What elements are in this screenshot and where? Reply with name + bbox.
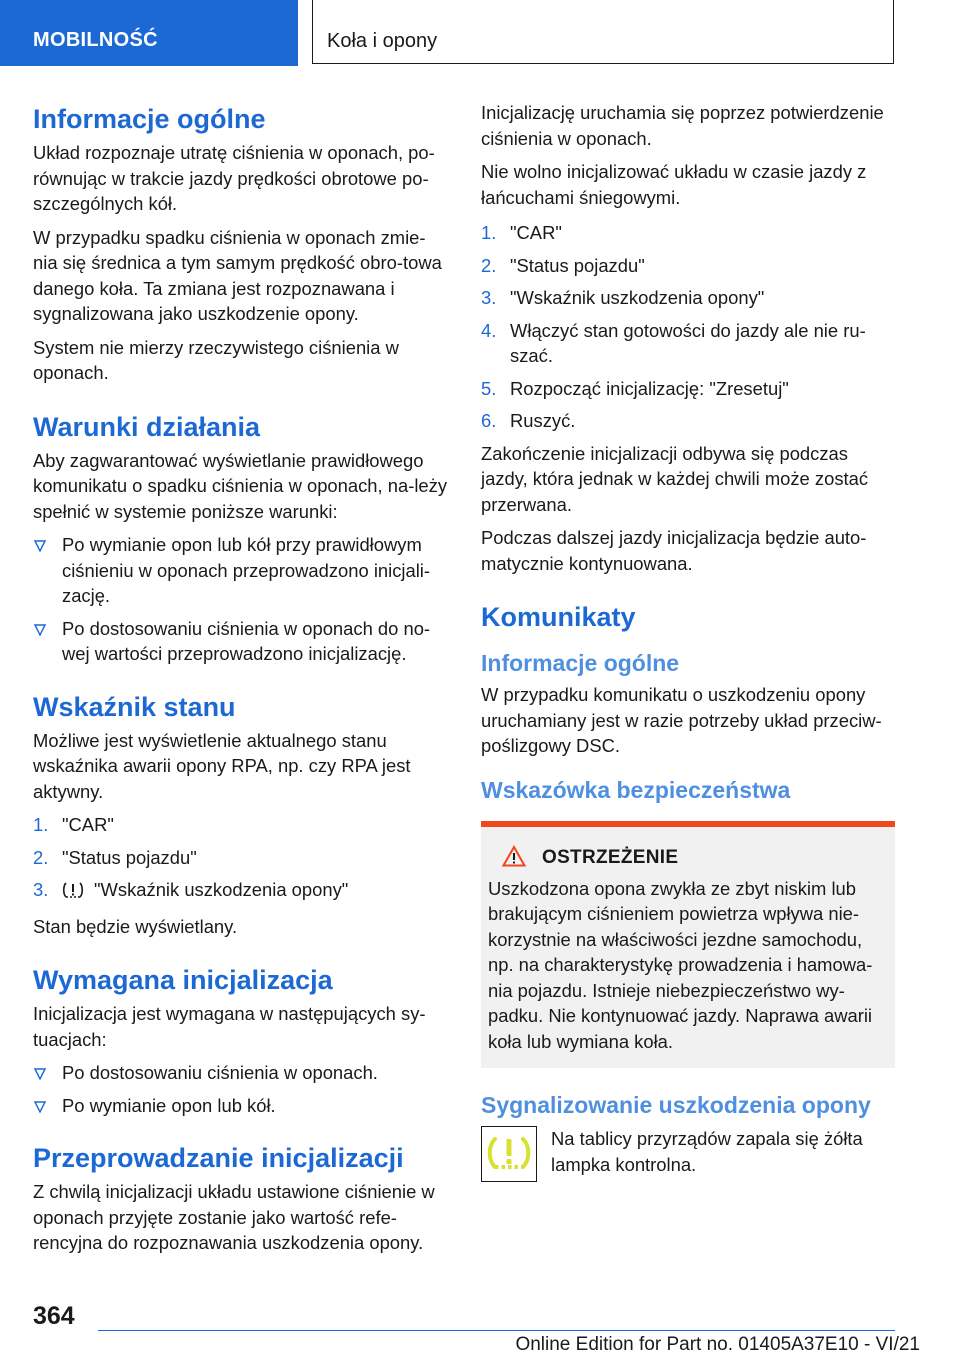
warning-box [481,821,895,1069]
paragraph: Nie wolno inicjalizować układu w czasie jazdy z łańcuchami śniegowymi. [481,161,867,208]
list-item: 2. "Status pojazdu" [33,846,197,868]
paragraph: Układ rozpoznaje utratę ciśnienia w oponach, po-równując w trakcie jazdy prędkości obrotowe po-szczególnych kół. [33,142,435,214]
heading-operating-conditions: Warunki działania [33,411,261,442]
paragraph: System nie mierzy rzeczywistego ciśnienia w oponach. [33,336,399,383]
paragraph: Podczas dalszej jazdy inicjalizacja będzie auto-matycznie kontynuowana. [481,527,867,574]
paragraph: Na tablicy przyrządów zapala się żółta lampka kontrolna. [551,1128,863,1175]
list-item: 3. "Wskaźnik uszkodzenia opony" [481,287,765,308]
list-item: 3. "Wskaźnik uszkodzenia opony" [33,877,449,907]
heading-initialization-required: Wymagana inicjalizacja [33,965,333,995]
paragraph: W przypadku spadku ciśnienia w oponach zmie-nia się średnica a tym samym prędkość obro-towa danego koła. Ta zmiana jest rozpoznawana i sygnalizowana jako uszkodzenie opony. [33,226,442,324]
paragraph: Inicjalizację uruchamia się poprzez potwierdzenie ciśnienia w oponach. [481,102,884,149]
list-item: Po wymianie opon lub kół. [33,1093,449,1119]
paragraph: Stan będzie wyświetlany. [33,915,238,937]
bullet-list [33,532,449,667]
header-section-tab [0,0,298,66]
bullet-list [33,1060,449,1118]
heading-general-info: Informacje ogólne [33,104,266,134]
edition-note: Online Edition for Part no. 01405A37E10 - VI/21 [515,1334,920,1355]
paragraph: Możliwe jest wyświetlenie aktualnego stanu wskaźnika awarii opony RPA, np. czy RPA jest aktywny. [33,729,411,802]
list-item: Po wymianie opon lub kół przy prawidłowym ciśnieniu w oponach przeprowadzono inicjali-zację. [33,532,449,609]
paragraph: Inicjalizacja jest wymagana w następujących sy-tuacjach: [33,1003,426,1050]
section-title: MOBILNOŚĆ [33,29,158,51]
numbered-list [481,220,895,434]
header-chapter-tab [312,0,894,64]
left-column [33,100,449,1264]
subheading-safety-note: Wskazówka bezpieczeństwa [481,776,791,803]
warning-triangle-icon [502,845,526,872]
paragraph: W przypadku komunikatu o uszkodzeniu opony uruchamiany jest w razie potrzeby układ przeciw-poślizgowy DSC. [481,684,882,756]
list-item: 5. Rozpocząć inicjalizację: "Zresetuj" [481,377,789,399]
list-item: 6. Ruszyć. [481,410,576,431]
heading-performing-initialization: Przeprowadzanie inicjalizacji [33,1143,404,1173]
warning-header [488,845,881,872]
paragraph: Z chwilą inicjalizacji układu ustawione ciśnienie w oponach przyjęte zostanie jako wartość refe-rencyjna do rozpoznawania uszkodzenia opony. [33,1181,435,1253]
subheading-tire-damage-signal: Sygnalizowanie uszkodzenia opony [481,1092,871,1118]
footer-divider [98,1330,895,1331]
heading-status-indicator: Wskaźnik stanu [33,691,236,722]
warning-text: Uszkodzona opona zwykła ze zbyt niskim lub brakującym ciśnieniem powietrza wpływa nie-korzystnie na właściwości jezdne samochodu, np. na charakterystykę prowadzenia i hamowa-nia pojazdu. Istnieje niebezpieczeństwo wy-padku. Nie kontynuować jazdy. Naprawa awarii koła lub wymiana koła. [488,877,873,1052]
list-item: 4. Włączyć stan gotowości do jazdy ale nie ru-szać. [481,319,866,366]
tire-pressure-warning-icon [481,1126,537,1182]
chapter-title: Koła i opony [327,30,438,52]
list-item: 2. "Status pojazdu" [481,254,645,276]
heading-messages: Komunikaty [481,602,636,632]
warning-title: OSTRZEŻENIE [542,847,679,868]
numbered-list [33,812,449,907]
list-item: 1. "CAR" [33,814,114,835]
tpms-info-row [481,1126,895,1182]
page-number: 364 [33,1302,75,1330]
list-item: Po dostosowaniu ciśnienia w oponach do no-wej wartości przeprowadzono inicjalizację. [33,616,449,667]
right-column [481,100,895,1182]
list-item: 1. "CAR" [481,222,562,243]
tire-pressure-warning-icon [62,880,84,907]
paragraph: Zakończenie inicjalizacji odbywa się podczas jazdy, która jednak w każdej chwili może zostać przerwana. [481,442,869,515]
list-item: Po dostosowaniu ciśnienia w oponach. [33,1060,449,1086]
subheading-general-info: Informacje ogólne [481,650,680,676]
paragraph: Aby zagwarantować wyświetlanie prawidłowego komunikatu o spadku ciśnienia w oponach, na-leży spełnić w systemie poniższe warunki: [33,449,448,522]
